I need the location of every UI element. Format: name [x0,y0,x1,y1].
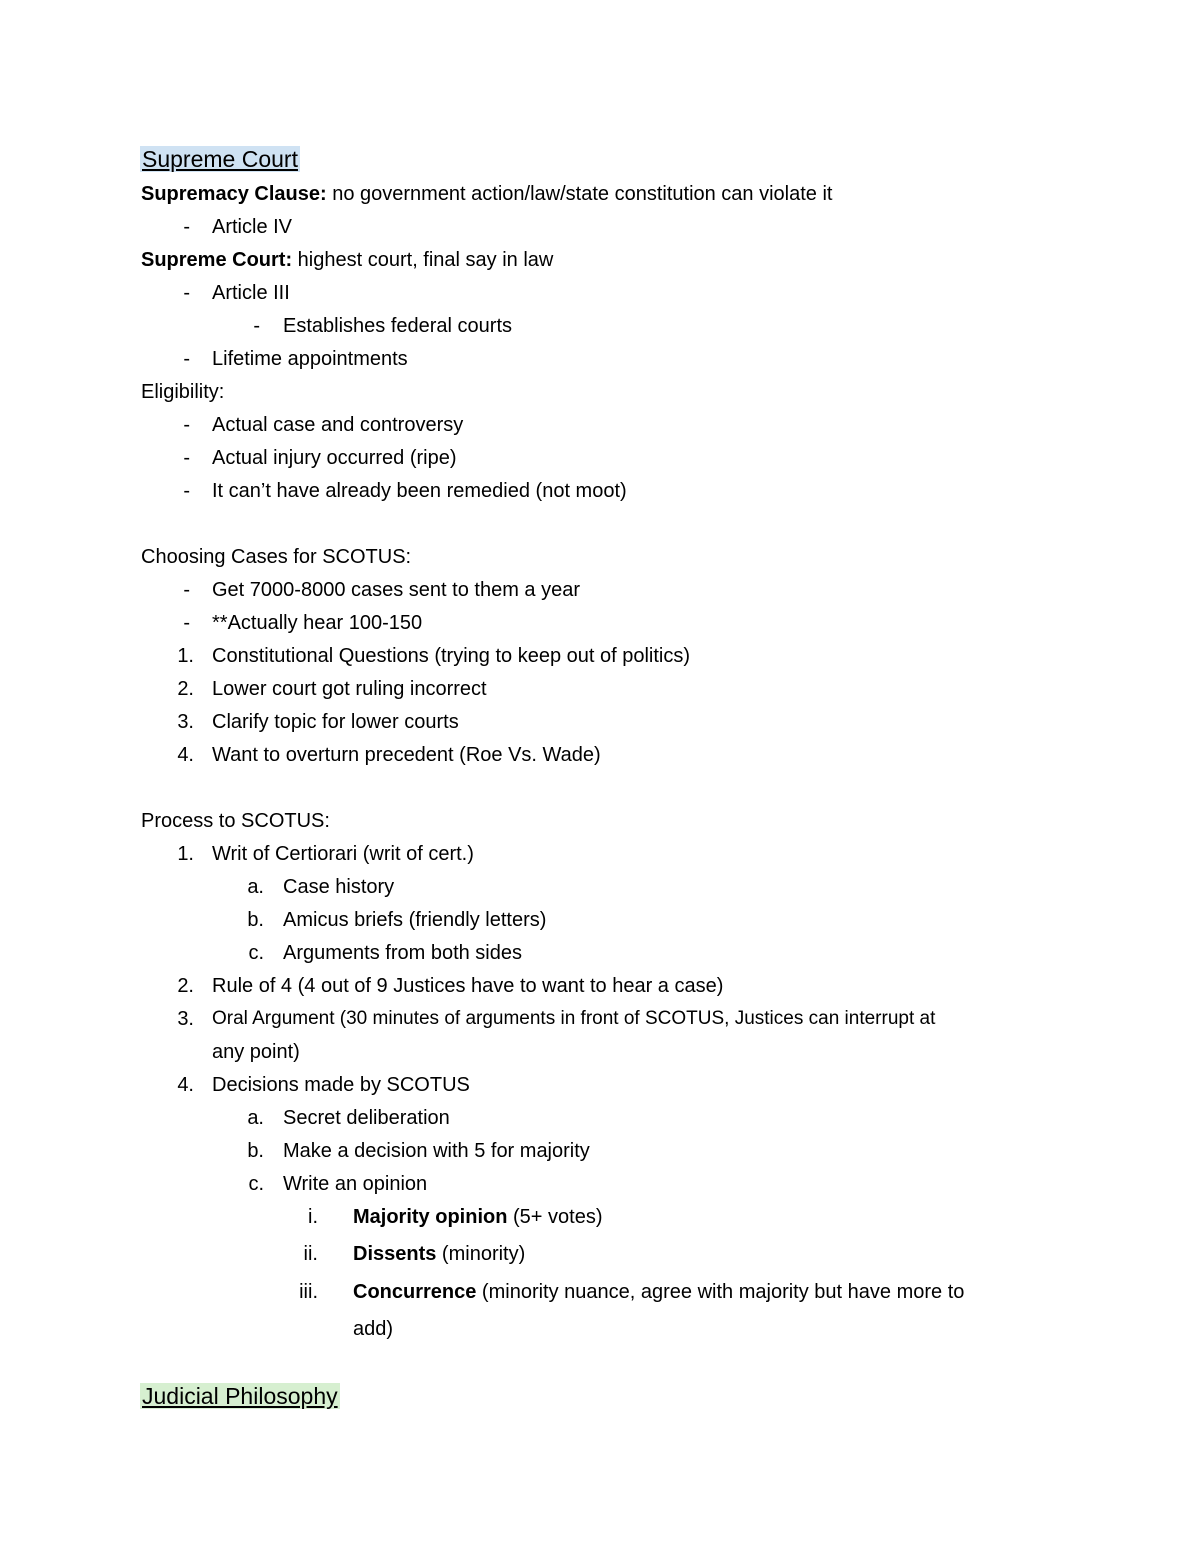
term-label: Concurrence [353,1281,477,1303]
definition-text: highest court, final say in law [292,249,554,271]
list-item: Article III [212,282,290,304]
number-marker: 4. [177,1074,194,1096]
bullet-dash: - [183,282,190,304]
list-item-continuation: any point) [212,1041,300,1063]
definition-text: (5+ votes) [507,1206,603,1228]
number-marker: 2. [177,678,194,700]
list-item: **Actually hear 100-150 [212,612,423,634]
dissents-item [353,1241,525,1267]
definition-text: (minority) [436,1243,526,1265]
list-item: Lifetime appointments [212,348,408,370]
list-item: Constitutional Questions (trying to keep out of politics) [212,645,691,667]
process-heading: Process to SCOTUS: [141,810,330,832]
supreme-court-line [141,247,553,273]
list-item: Clarify topic for lower courts [212,711,459,733]
term-label: Dissents [353,1243,437,1265]
term-label: Majority opinion [353,1206,508,1228]
list-item: Decisions made by SCOTUS [212,1074,470,1096]
list-item: Arguments from both sides [283,942,522,964]
list-item: Want to overturn precedent (Roe Vs. Wade) [212,744,601,766]
bullet-dash: - [183,348,190,370]
bullet-dash: - [183,480,190,502]
eligibility-label: Eligibility: [141,381,225,403]
list-item: Actual injury occurred (ripe) [212,447,457,469]
definition-text: no government action/law/state constitution can violate it [326,183,833,205]
list-item: Case history [283,876,395,898]
list-item: Make a decision with 5 for majority [283,1140,590,1162]
list-item: Get 7000-8000 cases sent to them a year [212,579,580,601]
bullet-dash: - [183,579,190,601]
letter-marker: b. [247,1140,264,1162]
list-item: Write an opinion [283,1173,428,1195]
number-marker: 1. [177,843,194,865]
letter-marker: a. [247,1107,264,1129]
heading-text: Supreme Court [142,146,298,172]
list-item: Rule of 4 (4 out of 9 Justices have to want to hear a case) [212,975,724,997]
bullet-dash: - [253,315,260,337]
term-label: Supremacy Clause: [141,183,327,205]
number-marker: 2. [177,975,194,997]
list-item-continuation: add) [353,1318,394,1340]
letter-marker: c. [248,942,264,964]
list-item: Actual case and controversy [212,414,464,436]
list-item: Article IV [212,216,293,238]
list-item: It can’t have already been remedied (not moot) [212,480,627,502]
letter-marker: c. [248,1173,264,1195]
list-item: Writ of Certiorari (writ of cert.) [212,843,474,865]
roman-marker: i. [308,1206,318,1228]
roman-marker: ii. [303,1243,318,1265]
letter-marker: a. [247,876,264,898]
number-marker: 3. [177,1008,194,1030]
list-item: Lower court got ruling incorrect [212,678,487,700]
majority-opinion-item [353,1204,602,1230]
bullet-dash: - [183,414,190,436]
section-heading-supreme-court [140,146,300,174]
heading-text: Judicial Philosophy [142,1383,338,1409]
number-marker: 4. [177,744,194,766]
list-item: Secret deliberation [283,1107,450,1129]
definition-text: (minority nuance, agree with majority but have more to [476,1281,965,1303]
bullet-dash: - [183,216,190,238]
list-item: Establishes federal courts [283,315,513,337]
concurrence-item [353,1279,964,1305]
section-heading-judicial-philosophy [140,1383,340,1411]
number-marker: 3. [177,711,194,733]
choosing-cases-heading: Choosing Cases for SCOTUS: [141,546,412,568]
bullet-dash: - [183,612,190,634]
list-item: Amicus briefs (friendly letters) [283,909,547,931]
number-marker: 1. [177,645,194,667]
list-item: Oral Argument (30 minutes of arguments in front of SCOTUS, Justices can interrupt at [212,1008,936,1029]
term-label: Supreme Court: [141,249,293,271]
bullet-dash: - [183,447,190,469]
roman-marker: iii. [299,1281,318,1303]
letter-marker: b. [247,909,264,931]
supremacy-clause-line [141,181,832,207]
